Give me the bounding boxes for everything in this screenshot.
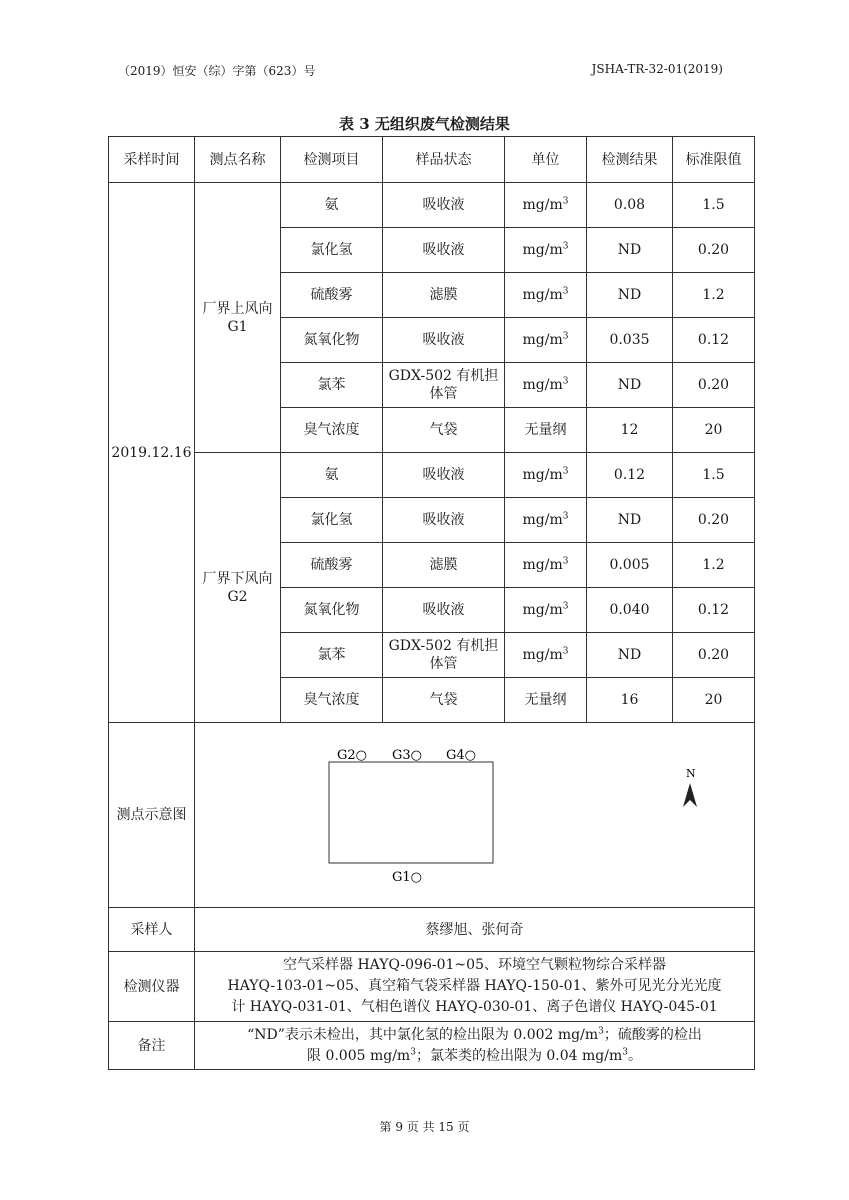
remarks-superscript: 3 bbox=[598, 1025, 604, 1036]
remarks-line bbox=[197, 1025, 752, 1046]
col-header-result: 检测结果 bbox=[587, 137, 673, 183]
unit-cell: 无量纲 bbox=[505, 678, 587, 723]
unit-superscript: 3 bbox=[562, 556, 569, 567]
sample-state-cell: 吸收液 bbox=[383, 498, 505, 543]
result-cell: 0.12 bbox=[587, 453, 673, 498]
test-item-cell: 硫酸雾 bbox=[281, 543, 383, 588]
instruments-row bbox=[109, 952, 755, 1022]
test-item-cell: 臭气浓度 bbox=[281, 408, 383, 453]
col-header-unit: 单位 bbox=[505, 137, 587, 183]
unit-cell: 无量纲 bbox=[505, 408, 587, 453]
result-cell: ND bbox=[587, 498, 673, 543]
unit-superscript: 3 bbox=[562, 331, 569, 342]
results-table bbox=[108, 136, 755, 1070]
test-item-cell: 氮氧化物 bbox=[281, 318, 383, 363]
table-row bbox=[109, 453, 755, 498]
remarks-text: 。 bbox=[628, 1047, 642, 1064]
point-name-cell: 厂界上风向 G1 bbox=[195, 183, 281, 453]
unit-cell bbox=[505, 318, 587, 363]
unit-cell bbox=[505, 228, 587, 273]
sampler-value: 蔡缪旭、张何奇 bbox=[195, 908, 755, 952]
result-cell: 0.035 bbox=[587, 318, 673, 363]
col-header-point-name: 测点名称 bbox=[195, 137, 281, 183]
result-cell: 0.08 bbox=[587, 183, 673, 228]
unit-cell bbox=[505, 588, 587, 633]
remarks-label: 备注 bbox=[109, 1022, 195, 1070]
sample-state-cell: 气袋 bbox=[383, 678, 505, 723]
limit-cell: 1.2 bbox=[673, 543, 755, 588]
unit-superscript: 3 bbox=[562, 511, 569, 522]
col-header-test-item: 检测项目 bbox=[281, 137, 383, 183]
sample-state-cell: 滤膜 bbox=[383, 273, 505, 318]
limit-cell: 20 bbox=[673, 408, 755, 453]
limit-cell: 0.12 bbox=[673, 588, 755, 633]
unit-text: mg/m bbox=[522, 467, 563, 483]
instruments-line: 计 HAYQ-031-01、气相色谱仪 HAYQ-030-01、离子色谱仪 HAYQ-045-01 bbox=[231, 999, 718, 1015]
unit-text: mg/m bbox=[522, 287, 563, 303]
sample-state-cell: 气袋 bbox=[383, 408, 505, 453]
sample-state-cell: 吸收液 bbox=[383, 588, 505, 633]
north-arrow-icon bbox=[683, 783, 697, 807]
col-header-sampling-time: 采样时间 bbox=[109, 137, 195, 183]
point-g4: G4○ bbox=[446, 748, 476, 763]
test-item-cell: 氯化氢 bbox=[281, 228, 383, 273]
test-item-cell: 氯苯 bbox=[281, 363, 383, 408]
remarks-value bbox=[195, 1022, 755, 1070]
sample-state-cell: GDX-502 有机担体管 bbox=[383, 363, 505, 408]
instruments-label: 检测仪器 bbox=[109, 952, 195, 1022]
sample-state-cell: 吸收液 bbox=[383, 228, 505, 273]
unit-superscript: 3 bbox=[562, 466, 569, 477]
result-cell: 16 bbox=[587, 678, 673, 723]
table-row bbox=[109, 183, 755, 228]
point-g1: G1○ bbox=[392, 870, 422, 885]
unit-superscript: 3 bbox=[562, 646, 569, 657]
test-item-cell: 氯化氢 bbox=[281, 498, 383, 543]
test-item-cell: 臭气浓度 bbox=[281, 678, 383, 723]
result-cell: 0.040 bbox=[587, 588, 673, 633]
result-cell: ND bbox=[587, 228, 673, 273]
unit-text: mg/m bbox=[522, 647, 563, 663]
limit-cell: 0.20 bbox=[673, 363, 755, 408]
instruments-line: HAYQ-103-01~05、真空箱气袋采样器 HAYQ-150-01、紫外可见光分光光度 bbox=[227, 978, 722, 994]
sample-state-cell: GDX-502 有机担体管 bbox=[383, 633, 505, 678]
test-item-cell: 氯苯 bbox=[281, 633, 383, 678]
site-diagram bbox=[195, 723, 755, 907]
unit-cell bbox=[505, 543, 587, 588]
unit-cell bbox=[505, 498, 587, 543]
remarks-text: 限 0.005 mg/m bbox=[307, 1047, 411, 1064]
result-cell: ND bbox=[587, 363, 673, 408]
limit-cell: 0.20 bbox=[673, 633, 755, 678]
limit-cell: 0.20 bbox=[673, 228, 755, 273]
unit-cell bbox=[505, 273, 587, 318]
test-item-cell: 硫酸雾 bbox=[281, 273, 383, 318]
unit-text: mg/m bbox=[522, 377, 563, 393]
result-cell: 12 bbox=[587, 408, 673, 453]
document-code: JSHA-TR-32-01(2019) bbox=[591, 62, 723, 76]
sampler-label: 采样人 bbox=[109, 908, 195, 952]
unit-text: mg/m bbox=[522, 557, 563, 573]
limit-cell: 1.5 bbox=[673, 453, 755, 498]
remarks-superscript: 3 bbox=[622, 1046, 628, 1057]
unit-text: mg/m bbox=[522, 242, 563, 258]
point-name-cell: 厂界下风向 G2 bbox=[195, 453, 281, 723]
table-title: 表 3 无组织废气检测结果 bbox=[339, 115, 510, 133]
report-number: （2019）恒安（综）字第（623）号 bbox=[118, 64, 316, 78]
limit-cell: 1.2 bbox=[673, 273, 755, 318]
result-cell: ND bbox=[587, 273, 673, 318]
instruments-value bbox=[195, 952, 755, 1022]
remarks-superscript: 3 bbox=[410, 1046, 416, 1057]
col-header-limit: 标准限值 bbox=[673, 137, 755, 183]
diagram-row bbox=[109, 723, 755, 908]
unit-cell bbox=[505, 363, 587, 408]
unit-superscript: 3 bbox=[562, 601, 569, 612]
test-item-cell: 氮氧化物 bbox=[281, 588, 383, 633]
factory-outline bbox=[329, 762, 493, 863]
page-number: 第 9 页 共 15 页 bbox=[379, 1120, 470, 1134]
remarks-line bbox=[197, 1046, 752, 1067]
limit-cell: 20 bbox=[673, 678, 755, 723]
unit-superscript: 3 bbox=[562, 376, 569, 387]
limit-cell: 1.5 bbox=[673, 183, 755, 228]
remarks-text: ；氯苯类的检出限为 0.04 mg/m bbox=[415, 1047, 623, 1064]
result-cell: ND bbox=[587, 633, 673, 678]
sample-state-cell: 吸收液 bbox=[383, 183, 505, 228]
unit-cell bbox=[505, 183, 587, 228]
north-label: N bbox=[686, 767, 696, 780]
unit-superscript: 3 bbox=[562, 241, 569, 252]
diagram-cell bbox=[195, 723, 755, 908]
sample-state-cell: 吸收液 bbox=[383, 453, 505, 498]
unit-text: mg/m bbox=[522, 197, 563, 213]
remarks-row bbox=[109, 1022, 755, 1070]
sample-state-cell: 滤膜 bbox=[383, 543, 505, 588]
point-g2: G2○ bbox=[337, 748, 367, 763]
sampler-row bbox=[109, 908, 755, 952]
diagram-label: 测点示意图 bbox=[109, 723, 195, 908]
col-header-sample-state: 样品状态 bbox=[383, 137, 505, 183]
unit-text: mg/m bbox=[522, 602, 563, 618]
test-item-cell: 氨 bbox=[281, 453, 383, 498]
unit-cell bbox=[505, 633, 587, 678]
limit-cell: 0.20 bbox=[673, 498, 755, 543]
unit-superscript: 3 bbox=[562, 196, 569, 207]
unit-cell bbox=[505, 453, 587, 498]
header-row bbox=[109, 137, 755, 183]
instruments-line: 空气采样器 HAYQ-096-01~05、环境空气颗粒物综合采样器 bbox=[283, 957, 666, 973]
remarks-text: ；硫酸雾的检出 bbox=[603, 1026, 702, 1043]
test-item-cell: 氨 bbox=[281, 183, 383, 228]
unit-text: mg/m bbox=[522, 512, 563, 528]
unit-text: mg/m bbox=[522, 332, 563, 348]
sample-state-cell: 吸收液 bbox=[383, 318, 505, 363]
unit-superscript: 3 bbox=[562, 286, 569, 297]
result-cell: 0.005 bbox=[587, 543, 673, 588]
point-g3: G3○ bbox=[392, 748, 422, 763]
remarks-text: “ND”表示未检出，其中氯化氢的检出限为 0.002 mg/m bbox=[247, 1026, 599, 1043]
limit-cell: 0.12 bbox=[673, 318, 755, 363]
sampling-date-cell: 2019.12.16 bbox=[109, 183, 195, 723]
